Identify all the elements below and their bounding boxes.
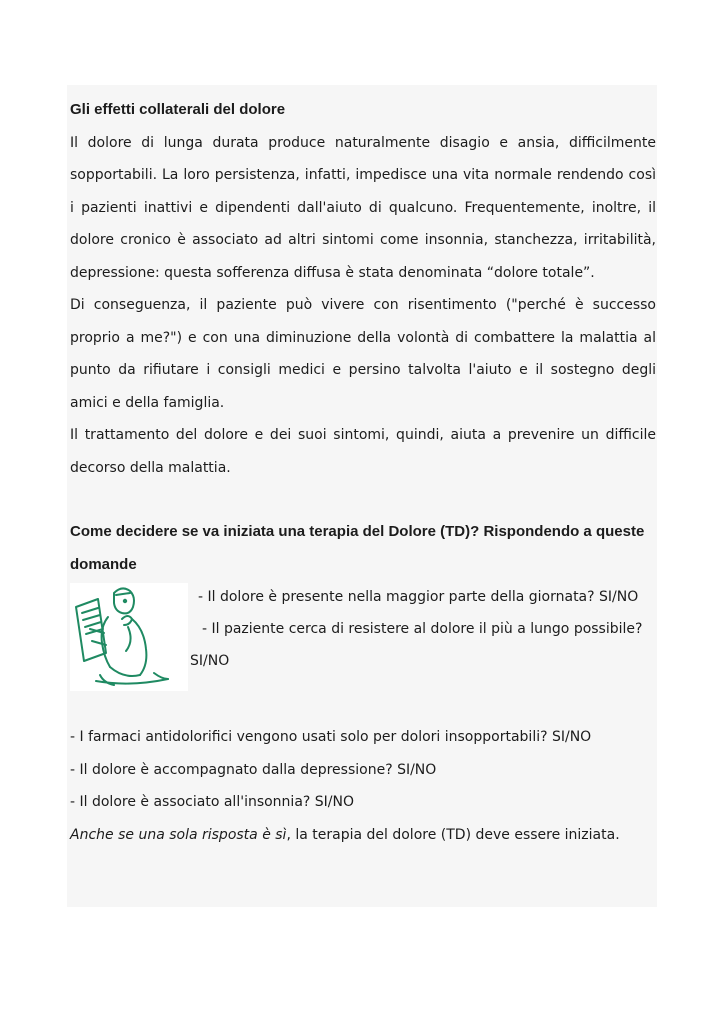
question-1: - Il dolore è presente nella maggior parte della giornata? SI/NO <box>198 589 639 605</box>
conclusion <box>70 819 656 852</box>
paragraph-3: Il trattamento del dolore e dei suoi sintomi, quindi, aiuta a prevenire un difficile decorso della malattia. <box>70 427 656 476</box>
document-body <box>70 94 656 851</box>
section-title-therapy: Come decidere se va iniziata una terapia del Dolore (TD)? Rispondendo a queste domande <box>70 523 645 573</box>
conclusion-rest: , la terapia del dolore (TD) deve essere iniziata. <box>286 826 620 843</box>
paragraph-1: Il dolore di lunga durata produce naturalmente disagio e ansia, difficilmente sopportabili. La loro persistenza, infatti, impedisce una vita normale rendendo così i pazienti inattivi e dipendenti dall'aiuto di qualcuno. Frequentemente, inoltre, il dolore cronico è associato ad altri sintomi come insonnia, stanchezza, irritabilità, depressione: questa sofferenza diffusa è stata denominata “dolore totale”. <box>70 134 656 281</box>
question-block-with-illustration <box>70 581 656 711</box>
question-spacer <box>70 711 656 721</box>
section-title-side-effects: Gli effetti collaterali del dolore <box>70 101 286 118</box>
question-2: - Il paziente cerca di resistere al dolore il più a lungo possibile? <box>202 621 643 637</box>
conclusion-italic: Anche se una sola risposta è sì <box>70 826 287 843</box>
question-5: - Il dolore è associato all'insonnia? SI/NO <box>70 794 355 810</box>
question-4: - Il dolore è accompagnato dalla depressione? SI/NO <box>70 761 437 778</box>
paragraph-2: Di conseguenza, il paziente può vivere con risentimento ("perché è successo proprio a me?") e con una diminuzione della volontà di combattere la malattia al punto da rifiutare i consigli medici e persino talvolta l'aiuto e il sostegno degli amici e della famiglia. <box>70 297 656 411</box>
man-reading-paper-icon <box>70 583 188 691</box>
section-spacer <box>70 484 656 516</box>
question-2-answer: SI/NO <box>190 653 230 669</box>
question-3: - I farmaci antidolorifici vengono usati solo per dolori insopportabili? SI/NO <box>70 729 592 745</box>
